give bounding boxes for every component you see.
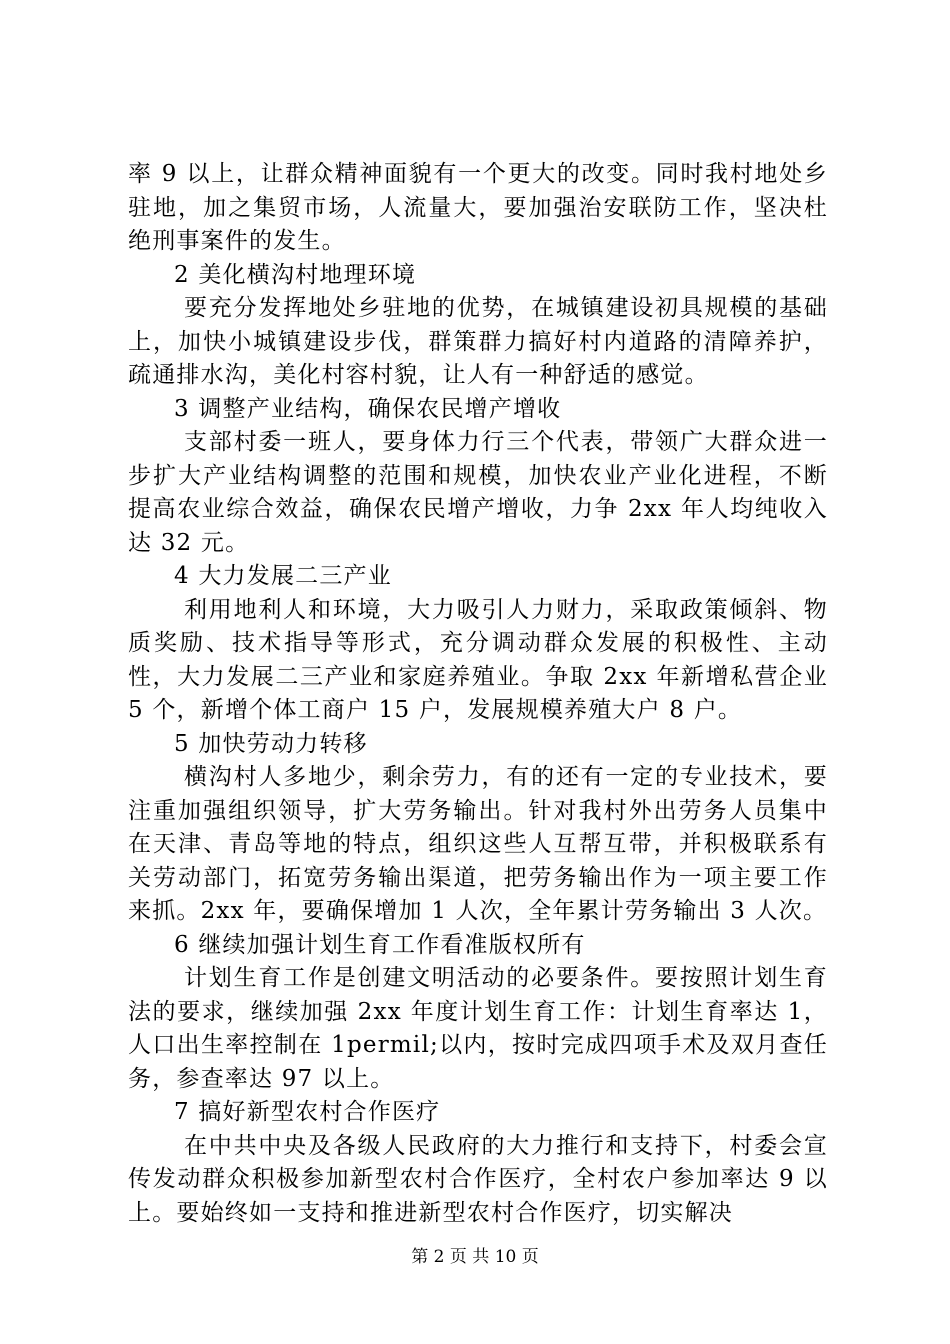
page-number-footer: 第 2 页 共 10 页 [411, 1247, 539, 1267]
section-body-3: 支部村委一班人，要身体力行三个代表，带领广大群众进一步扩大产业结构调整的范围和规模，加快农业产业化进程，不断提高农业综合效益，确保农民增产增收，力争 2xx 年人均纯收入达 32 元。 [128, 429, 828, 556]
section-heading-6: 6 继续加强计划生育工作看准版权所有 [174, 931, 586, 958]
section-body-7: 在中共中央及各级人民政府的大力推行和支持下，村委会宣传发动群众积极参加新型农村合作医疗，全村农户参加率达 9 以上。要始终如一支持和推进新型农村合作医疗，切实解决 [128, 1132, 828, 1226]
section-heading-4: 4 大力发展二三产业 [174, 563, 392, 589]
section-body-2: 要充分发挥地处乡驻地的优势，在城镇建设初具规模的基础上，加快小城镇建设步伐，群策群力搞好村内道路的清障养护，疏通排水沟，美化村容村貌，让人有一种舒适的感觉。 [128, 295, 828, 388]
section-body-4: 利用地利人和环境，大力吸引人力财力，采取政策倾斜、物质奖励、技术指导等形式，充分调动群众发展的积极性、主动性，大力发展二三产业和家庭养殖业。争取 2xx 年新增私营企业 5 个，新增个体工商户 15 户，发展规模养殖大户 8 户。 [128, 596, 828, 723]
paragraph-continuation: 率 9 以上，让群众精神面貌有一个更大的改变。同时我村地处乡驻地，加之集贸市场，人流量大，要加强治安联防工作，坚决杜绝刑事案件的发生。 [128, 161, 828, 254]
section-heading-3: 3 调整产业结构，确保农民增产增收 [174, 395, 562, 422]
section-body-5: 横沟村人多地少，剩余劳力，有的还有一定的专业技术，要注重加强组织领导，扩大劳务输出。针对我村外出劳务人员集中在天津、青岛等地的特点，组织这些人互帮互带，并积极联系有关劳动部门，拓宽劳务输出渠道，把劳务输出作为一项主要工作来抓。2xx 年，要确保增加 1 人次，全年累计劳务输出 3 人次。 [128, 764, 828, 924]
section-heading-5: 5 加快劳动力转移 [174, 730, 368, 757]
section-heading-2: 2 美化横沟村地理环境 [174, 261, 417, 288]
document-body [128, 158, 828, 1230]
section-body-6: 计划生育工作是创建文明活动的必要条件。要按照计划生育法的要求，继续加强 2xx 年度计划生育工作：计划生育率达 1，人口出生率控制在 1permil;以内，按时完成四项手术及双月查任务，参查率达 97 以上。 [128, 965, 828, 1092]
section-heading-7: 7 搞好新型农村合作医疗 [174, 1099, 441, 1125]
